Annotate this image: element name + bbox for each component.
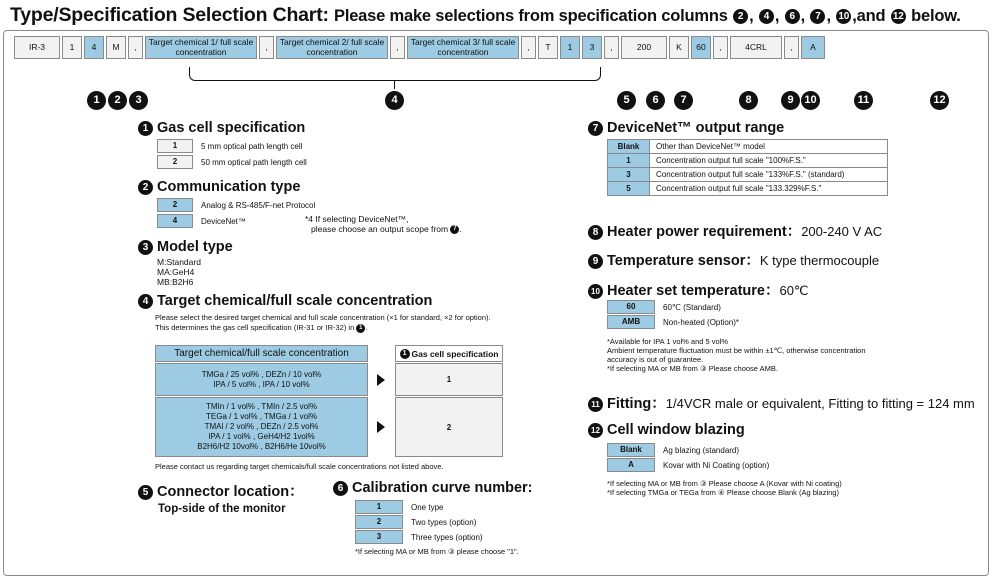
code-cell-target-3: Target chemical 3/ full scale concentration: [407, 36, 519, 59]
section-title: DeviceNet™ output range: [607, 120, 785, 136]
number-badge: 9: [588, 254, 603, 269]
number-badge: 6: [333, 481, 348, 496]
note-text: .: [459, 224, 462, 234]
code-separator: ,: [128, 36, 143, 59]
target-chemical: TMAl / 2 vol% , DEZn / 2.5 vol%: [204, 422, 319, 431]
section-4-heading: [138, 293, 432, 309]
option-code: 3: [355, 530, 403, 544]
code-separator: ,: [259, 36, 274, 59]
section-5-heading: [138, 480, 304, 501]
number-badge: 10: [801, 91, 820, 110]
section-title: Target chemical/full scale concentration: [157, 293, 433, 309]
intro-line: [155, 323, 491, 333]
title-sep: ,: [800, 7, 810, 25]
section-2-heading: [138, 179, 300, 195]
section-10-options: [607, 300, 739, 330]
code-cell: M: [106, 36, 126, 59]
heater-power-value: 200-240 V AC: [801, 224, 883, 239]
section-7-heading: [588, 120, 784, 136]
model-type-item: M:Standard: [157, 257, 201, 267]
target-chemical: TEGa / 1 vol% , TMGa / 1 vol%: [206, 412, 317, 421]
number-badge: 6: [646, 91, 665, 110]
option-desc: One type: [411, 502, 444, 512]
code-cell-target-2: Target chemical 2/ full scale concentration: [276, 36, 388, 59]
section-title: Calibration curve number:: [352, 480, 533, 496]
note-line: *4 If selecting DeviceNet™,: [305, 214, 409, 224]
section-title: Connector location：: [157, 484, 304, 500]
code-separator: ,: [604, 36, 619, 59]
blazing-notes: [607, 479, 842, 497]
section-title: Heater set temperature：: [607, 283, 780, 299]
target-group-1: [155, 363, 368, 396]
option-code: 4: [157, 214, 193, 228]
section-1-options: [157, 139, 307, 171]
code-separator: ,: [390, 36, 405, 59]
spec-header-text: Gas cell specification: [411, 348, 499, 359]
option-code: 1: [608, 154, 650, 168]
connector-location-value: Top-side of the monitor: [158, 503, 286, 515]
section-6-heading: [333, 480, 532, 496]
number-badge: 1: [356, 324, 365, 333]
option-row: [157, 214, 315, 228]
number-badge: 10: [588, 284, 603, 299]
option-code: AMB: [607, 315, 655, 329]
code-cell: 3: [582, 36, 602, 59]
number-badge: 5: [617, 91, 636, 110]
option-code: 2: [355, 515, 403, 529]
fitting-value: 1/4VCR male or equivalent, Fitting to fitting = 124 mm: [665, 396, 975, 411]
title-sub-end: below.: [906, 7, 961, 25]
option-desc: DeviceNet™: [201, 216, 246, 226]
option-desc: 5 mm optical path length cell: [201, 141, 303, 151]
title-sub-text: Please make selections from specification columns: [334, 7, 733, 25]
code-separator: ,: [521, 36, 536, 59]
number-badge: 5: [138, 485, 153, 500]
number-badge: 4: [385, 91, 404, 110]
number-badge: 2: [108, 91, 127, 110]
number-badge: 7: [450, 225, 459, 234]
option-code: A: [607, 458, 655, 472]
spec-header: [395, 345, 503, 362]
table-row: [608, 182, 888, 196]
section-title: Temperature sensor：: [607, 253, 760, 269]
code-cell: 4: [84, 36, 104, 59]
option-code: 1: [157, 139, 193, 153]
option-row: [355, 515, 483, 529]
section-10-heading: [588, 279, 809, 300]
option-code: Blank: [608, 140, 650, 154]
section-12-options: [607, 443, 769, 473]
target-chemical: IPA / 1 vol% , GeH4/H2 1vol%: [208, 432, 315, 441]
note-line: *Available for IPA 1 vol% and 5 vol%: [607, 337, 729, 346]
section-6-options: [355, 500, 483, 545]
arrow-right-icon: [377, 374, 385, 386]
option-row: [607, 458, 769, 472]
option-code: 60: [607, 300, 655, 314]
option-code: 3: [608, 168, 650, 182]
target-chemical: B2H6/H2 10vol% , B2H6/He 10vol%: [197, 442, 326, 451]
target-chemical: TMIn / 1 vol% , TMIn / 2.5 vol%: [206, 402, 317, 411]
target-table-header: Target chemical/full scale concentration: [155, 345, 368, 362]
intro-text: This determines the gas cell specification (IR-31 or IR-32) in: [155, 323, 357, 332]
section-title: Fitting：: [607, 396, 666, 412]
number-badge: 2: [733, 9, 748, 24]
title-sep: ,: [749, 7, 758, 25]
note-line: Ambient temperature fluctuation must be within ±1℃, otherwise concentration: [607, 346, 866, 355]
code-cell: IR-3: [14, 36, 60, 59]
section-8-heading: [588, 220, 882, 241]
option-row: [607, 300, 739, 314]
option-desc: Non-heated (Option)*: [663, 317, 740, 327]
option-desc: Ag blazing (standard): [663, 445, 740, 455]
note-text: please choose an output scope from: [311, 224, 451, 234]
title-sep: ,: [826, 7, 836, 25]
intro-text: .: [365, 323, 368, 332]
number-badge: 1: [87, 91, 106, 110]
section-11-heading: [588, 392, 975, 413]
code-cell: T: [538, 36, 558, 59]
number-badge: 2: [138, 180, 153, 195]
section-9-heading: [588, 249, 879, 270]
option-row: [355, 500, 483, 514]
option-desc: Analog & RS-485/F-net Protocol: [201, 200, 316, 210]
option-desc: Kovar with Ni Coating (option): [663, 460, 770, 470]
number-badge: 12: [588, 423, 603, 438]
option-row: [607, 315, 739, 329]
code-cell: A: [801, 36, 825, 59]
option-row: [157, 155, 307, 169]
spec-value-2: 2: [395, 397, 503, 457]
option-desc: Three types (option): [411, 532, 483, 542]
title-sep: ,: [774, 7, 784, 25]
code-cell: 1: [62, 36, 82, 59]
page-title: [10, 4, 961, 27]
option-code: 2: [157, 155, 193, 169]
number-badge: 4: [138, 294, 153, 309]
number-badge: 12: [930, 91, 949, 110]
code-cell: 4CRL: [730, 36, 782, 59]
intro-line: Please select the desired target chemical and full scale concentration (×1 for standard, ×2 for option).: [155, 313, 491, 322]
note-line: [305, 224, 462, 234]
number-badge: 1: [400, 349, 410, 359]
code-cell: 200: [621, 36, 667, 59]
heater-temperature-value: 60℃: [779, 283, 809, 298]
number-badge: 9: [781, 91, 800, 110]
code-cell-target-1: Target chemical 1/ full scale concentration: [145, 36, 257, 59]
section-1-heading: [138, 120, 305, 136]
option-code: 1: [355, 500, 403, 514]
calibration-note: *If selecting MA or MB from ③ please choose "1".: [355, 547, 519, 556]
devicenet-note: [305, 214, 462, 234]
code-cell: K: [669, 36, 689, 59]
number-badge: 3: [138, 240, 153, 255]
option-desc: Two types (option): [411, 517, 477, 527]
number-badge: 3: [129, 91, 148, 110]
code-cell: 1: [560, 36, 580, 59]
number-badge: 7: [588, 121, 603, 136]
model-type-list: [157, 257, 201, 287]
option-desc: Other than DeviceNet™ model: [650, 140, 888, 154]
number-badge: 8: [739, 91, 758, 110]
note-line: accuracy is out of guarantee.: [607, 355, 704, 364]
model-code-row: [14, 36, 827, 59]
number-badge: 7: [674, 91, 693, 110]
number-badge: 12: [891, 9, 906, 24]
number-badge: 4: [759, 9, 774, 24]
title-sep: ,and: [852, 7, 890, 25]
table-row: [608, 168, 888, 182]
target-group-2: [155, 397, 368, 457]
title-main: Type/Specification Selection Chart:: [10, 4, 335, 26]
section-title: Heater power requirement：: [607, 224, 802, 240]
target-chemical-brace: [189, 67, 601, 81]
section-12-heading: [588, 422, 745, 438]
option-row: [607, 443, 769, 457]
heater-notes: [607, 337, 866, 373]
table-row: [608, 140, 888, 154]
option-desc: Concentration output full scale "100%F.S.": [650, 154, 888, 168]
option-code: Blank: [607, 443, 655, 457]
option-desc: Concentration output full scale "133.329%F.S.": [650, 182, 888, 196]
option-code: 5: [608, 182, 650, 196]
code-cell: 60: [691, 36, 711, 59]
temperature-sensor-value: K type thermocouple: [759, 253, 880, 268]
section-title: Model type: [157, 239, 233, 255]
option-row: [355, 530, 483, 544]
section-title: Communication type: [157, 179, 301, 195]
model-type-item: MB:B2H6: [157, 277, 194, 287]
code-separator: ,: [784, 36, 799, 59]
devicenet-range-table: [607, 139, 888, 196]
number-badge: 11: [854, 91, 873, 110]
brace-tick: [394, 80, 395, 89]
option-desc: 60℃ (Standard): [663, 302, 721, 312]
number-badge: 6: [785, 9, 800, 24]
section-4-intro: [155, 313, 491, 333]
note-line: *If selecting MA or MB from ③ Please choose A (Kovar with Ni coating): [607, 479, 842, 488]
section-title: Cell window blazing: [607, 422, 745, 438]
option-desc: Concentration output full scale "133%F.S." (standard): [650, 168, 888, 182]
target-chemical: TMGa / 25 vol% , DEZn / 10 vol%: [201, 369, 322, 379]
note-line: *If selecting TMGa or TEGa from ④ Please choose Blank (Ag blazing): [607, 488, 839, 497]
option-code: 2: [157, 198, 193, 212]
note-line: *If selecting MA or MB from ③ Please choose AMB.: [607, 364, 778, 373]
table-row: [608, 154, 888, 168]
number-badge: 7: [810, 9, 825, 24]
number-badge: 11: [588, 397, 603, 412]
arrow-right-icon: [377, 421, 385, 433]
model-type-item: MA:GeH4: [157, 267, 195, 277]
code-separator: ,: [713, 36, 728, 59]
title-subtitle: [334, 7, 961, 25]
option-desc: 50 mm optical path length cell: [201, 157, 307, 167]
option-row: [157, 139, 307, 153]
section-2-options: [157, 198, 315, 230]
option-row: [157, 198, 315, 212]
target-chemical: IPA / 5 vol% , IPA / 10 vol%: [213, 379, 310, 389]
section-3-heading: [138, 239, 233, 255]
number-badge: 10: [836, 9, 851, 24]
number-badge: 8: [588, 225, 603, 240]
spec-value-1: 1: [395, 363, 503, 396]
section-4-footer: Please contact us regarding target chemicals/full scale concentrations not listed above.: [155, 462, 444, 471]
section-title: Gas cell specification: [157, 120, 306, 136]
number-badge: 1: [138, 121, 153, 136]
